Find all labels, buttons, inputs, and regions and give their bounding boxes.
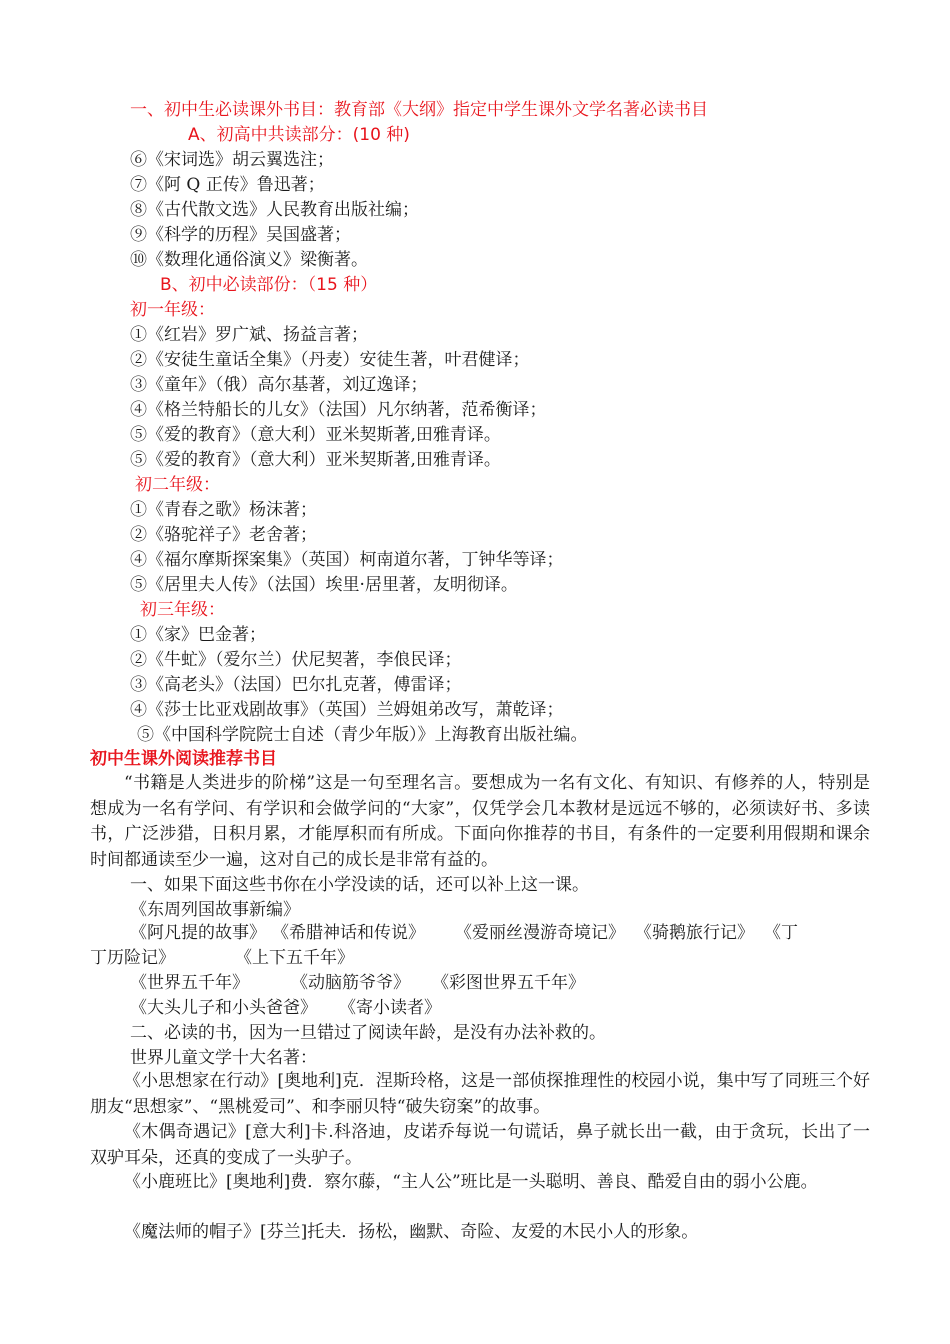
list-item: ②《骆驼祥子》老舍著； xyxy=(130,525,317,545)
list-item: ④《格兰特船长的儿女》（法国）凡尔纳著，范希衡译； xyxy=(130,400,547,420)
part2-heading: 二、必读的书，因为一旦错过了阅读年龄，是没有办法补救的。 xyxy=(130,1023,606,1043)
grade2-label: 初二年级： xyxy=(135,475,220,495)
book-title: 《阿凡提的故事》 xyxy=(130,923,266,943)
book-title: 《爱丽丝漫游奇境记》 xyxy=(455,923,625,943)
list-item: ②《牛虻》（爱尔兰）伏尼契著，李俍民译； xyxy=(130,650,462,670)
book-title: 《动脑筋爷爷》 xyxy=(291,973,410,993)
book-title: 《东周列国故事新编》 xyxy=(130,900,300,920)
grade3-label: 初三年级： xyxy=(140,600,225,620)
list-item: ④《莎士比亚戏剧故事》（英国）兰姆姐弟改写，萧乾译； xyxy=(130,700,564,720)
list-item: ⑨《科学的历程》吴国盛著； xyxy=(130,225,351,245)
part-a-heading: A、初高中共读部分：(10 种) xyxy=(188,125,410,145)
list-item: ⑩《数理化通俗演义》梁衡著。 xyxy=(130,250,368,270)
part-b-heading: B、初中必读部份：（15 种） xyxy=(160,275,378,295)
grade1-label: 初一年级： xyxy=(130,300,215,320)
book-row xyxy=(90,946,354,970)
list-item: ①《红岩》罗广斌、扬益言著； xyxy=(130,325,368,345)
list-item: ⑧《古代散文选》人民教育出版社编； xyxy=(130,200,419,220)
book-title: 《丁 xyxy=(764,923,798,943)
book-row xyxy=(130,971,585,995)
book-title: 《彩图世界五千年》 xyxy=(432,973,585,993)
book-description: 《小鹿班比》[奥地利]费．察尔藤，“主人公”班比是一头聪明、善良、酷爱自由的弱小公鹿。 xyxy=(124,1172,818,1192)
book-description: 《木偶奇遇记》[意大利]卡.科洛迪，皮诺乔每说一句谎话，鼻子就长出一截，由于贪玩，长出了一双驴耳朵，还真的变成了一头驴子。 xyxy=(90,1122,870,1168)
book-title: 《希腊神话和传说》 xyxy=(272,923,425,943)
list-item: ①《青春之歌》杨沫著； xyxy=(130,500,317,520)
book-title: 《世界五千年》 xyxy=(130,973,249,993)
list-item: ⑤《爱的教育》（意大利）亚米契斯著,田雅青译。 xyxy=(130,425,501,445)
intro-paragraph: “书籍是人类进步的阶梯”这是一句至理名言。要想成为一名有文化、有知识、有修养的人，特别是想成为一名有学问、有学识和会做学问的“大家”，仅凭学会几本教材是远远不够的，必须读好书、多读书，广泛涉猎，日积月累，才能厚积而有所成。下面向你推荐的书目，有条件的一定要利用假期和课余时间都通读至少一遍，这对自己的成长是非常有益的。 xyxy=(90,773,870,870)
book-title: 《寄小读者》 xyxy=(339,998,441,1018)
book-description: 《小思想家在行动》[奥地利]克．涅斯玲格，这是一部侦探推理性的校园小说，集中写了同班三个好朋友“思想家”、“黑桃爱司”、和李丽贝特“破失窃案”的故事。 xyxy=(90,1071,870,1117)
book-row xyxy=(130,921,798,945)
book-row xyxy=(130,996,441,1020)
section1-title: 一、初中生必读课外书目：教育部《大纲》指定中学生课外文学名著必读书目 xyxy=(130,100,708,120)
list-item: ⑤《爱的教育》（意大利）亚米契斯著,田雅青译。 xyxy=(130,450,501,470)
list-item: ⑤《居里夫人传》（法国）埃里·居里著，友明彻译。 xyxy=(130,575,518,595)
list-item: ⑥《宋词选》胡云翼选注； xyxy=(130,150,334,170)
list-item: ⑦《阿 Q 正传》鲁迅著； xyxy=(130,175,325,195)
part1-heading: 一、如果下面这些书你在小学没读的话，还可以补上这一课。 xyxy=(130,875,589,895)
book-title: 丁历险记》 xyxy=(90,948,175,968)
book-title: 《骑鹅旅行记》 xyxy=(635,923,754,943)
list-item: ③《高老头》（法国）巴尔扎克著，傅雷译； xyxy=(130,675,462,695)
list-item: ④《福尔摩斯探案集》（英国）柯南道尔著，丁钟华等译； xyxy=(130,550,564,570)
list-item: ②《安徒生童话全集》（丹麦）安徒生著，叶君健译； xyxy=(130,350,530,370)
book-description: 《魔法师的帽子》[芬兰]托夫．扬松，幽默、奇险、友爱的木民小人的形象。 xyxy=(124,1222,699,1242)
book-title: 《大头儿子和小头爸爸》 xyxy=(130,998,317,1018)
list-item: ①《家》巴金著； xyxy=(130,625,266,645)
list-item: ③《童年》（俄）高尔基著，刘辽逸译； xyxy=(130,375,428,395)
list-item: ⑤《中国科学院院士自述（青少年版）》上海教育出版社编。 xyxy=(137,725,588,745)
section2-title: 初中生课外阅读推荐书目 xyxy=(90,749,277,769)
part2-subheading: 世界儿童文学十大名著： xyxy=(130,1048,317,1068)
book-title: 《上下五千年》 xyxy=(235,948,354,968)
